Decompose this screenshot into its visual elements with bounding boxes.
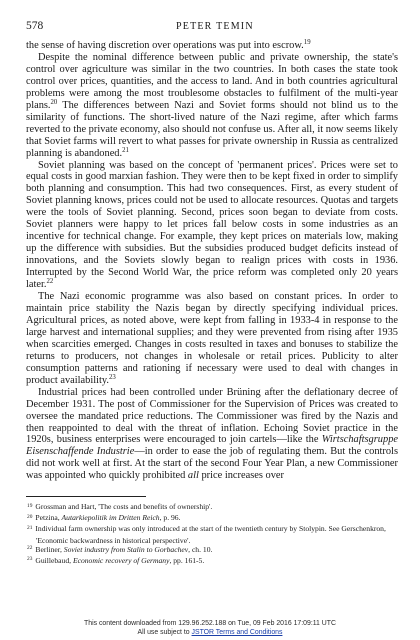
paragraph-text: The differences between Nazi and Soviet forms should not blind us to the similarity of functions. The short-lived nature of the Nazi regime, after which farms reverted to the private economy, also should not confuse us. After all, it now seems likely that Soviet farms will revert to what passes for private ownership in Russia as centralized planning is abandoned. xyxy=(26,99,398,159)
paragraph-text: the sense of having discretion over operations was put into escrow. xyxy=(26,40,304,51)
footnote-number: 19 xyxy=(27,502,33,509)
paragraph xyxy=(26,387,398,483)
footnote-text: Individual farm ownership was only introduced at the start of the twentieth century by Stolypin. See Gerschenkron, 'Economic backwardness in historical perspective'. xyxy=(35,524,386,545)
paragraph xyxy=(26,160,398,291)
footnote-marker: 23 xyxy=(109,373,116,381)
page-number: 578 xyxy=(26,20,44,32)
footnote-text: , ch. 10. xyxy=(188,544,213,554)
footnote-text: Petzina, xyxy=(35,513,62,523)
article-page xyxy=(26,20,398,567)
footnote-text: , p. 96. xyxy=(159,513,181,523)
running-head: PETER TEMIN xyxy=(176,21,254,32)
footnote-number: 23 xyxy=(27,556,33,563)
paragraph-text: —in order to ease the job of regulating them. But the controls did not work well at first. At the start of the second Four Year Plan, a new Commissioner was appointed who quickly prohibited xyxy=(26,446,398,482)
footnote-number: 20 xyxy=(27,513,33,520)
footnote xyxy=(26,545,398,556)
footnote-title: Autarkiepolitik im Dritten Reich xyxy=(61,513,160,523)
paragraph-text: The Nazi economic programme was also based on constant prices. In order to maintain price stability the Nazis began by directly specifying individual prices. Agricultural prices, as noted above, were kept from falling in 1933-4 in response to the large harvest and international supplies; and they were prevented from rising after 1935 when scarcities emerged. Changes in costs resulted in taxes and bonuses to stabilize the returns to producers, not changes in wholesale or retail prices. Publicity to alter consumption patterns and rationing if necessary were used to deal with changes in product availability. xyxy=(26,291,398,386)
paragraph-text: Despite the nominal difference between public and private ownership, the state's control over agriculture was similar in the two countries. In both cases the state took control over prices, quantities, and the access to land. And in both countries agricultural problems were among the most troublesome obstacles to fulfilment of the multi-year plans. xyxy=(26,51,398,111)
paragraph xyxy=(26,40,398,52)
footnote xyxy=(26,556,398,567)
footnote-number: 22 xyxy=(27,545,33,552)
footnote-text: Grossman and Hart, 'The costs and benefits of ownership'. xyxy=(35,502,213,512)
footnote-marker: 22 xyxy=(46,278,54,286)
footnote xyxy=(26,502,398,513)
italic-emphasis: all xyxy=(187,470,199,482)
footnote-rule xyxy=(26,496,146,497)
footnotes xyxy=(26,502,398,567)
footnote xyxy=(26,513,398,524)
paragraph-text: Industrial prices had been controlled under Brüning after the deflationary decree of December 1931. The post of Commissioner for the Supervision of Prices was created to oversee the mandated price reductions. The Commissioner was fired by the Nazis and then reappointed to deal with the threat of inflation. Echoing Soviet practice in the 1920s, business enterprises were encouraged to join cartels—like the xyxy=(26,386,398,446)
footnote xyxy=(26,524,398,544)
paragraph xyxy=(26,52,398,160)
footnote-title: Economic recovery of Germany xyxy=(72,555,170,565)
download-notice: This content downloaded from 129.96.252.188 on Tue, 09 Feb 2016 17:09:11 UTC xyxy=(84,620,336,627)
paragraph-text: Soviet planning was based on the concept of 'permanent prices'. Prices were set to equal costs in good marxian fashion. They were then to be kept fixed in order to simplify both planning and consumption. This had two consequences. First, as every student of Soviet planning knows, prices could not be used to allocate resources. Quotas and targets were the tools of Soviet planning. Second, prices soon began to deviate from costs. Soviet planners were happy to let prices fall below costs in some industries as an incentive for technical change. For example, they kept prices on materials low, making up the difference with subsidies. But the subsidies produced budget deficits instead of innovations, and the Soviets slowly began to realign prices with costs in 1936. Interrupted by the Second World War, the price reform was completed only 20 years later. xyxy=(26,159,398,291)
page-header xyxy=(26,20,398,38)
footnote-marker: 20 xyxy=(50,98,58,106)
footnote-text: Berliner, xyxy=(35,544,64,554)
footnote-text: , pp. 161-5. xyxy=(169,555,205,565)
paragraph-text: price increases over xyxy=(198,470,284,482)
paragraph xyxy=(26,291,398,387)
terms-notice xyxy=(0,629,420,636)
footnote-marker: 19 xyxy=(303,39,311,46)
terms-prefix: All use subject to xyxy=(137,629,192,636)
footnote-title: Soviet industry from Stalin to Gorbachev xyxy=(63,544,189,554)
italic-term: Wirtschaftsgruppe Eisenschaffende Industrie xyxy=(26,434,398,458)
jstor-terms-link[interactable]: JSTOR Terms and Conditions xyxy=(191,629,283,636)
footnote-text: Guillebaud, xyxy=(35,555,73,565)
body-text xyxy=(26,40,398,482)
footnote-marker: 21 xyxy=(122,146,129,154)
footnote-number: 21 xyxy=(27,524,33,531)
